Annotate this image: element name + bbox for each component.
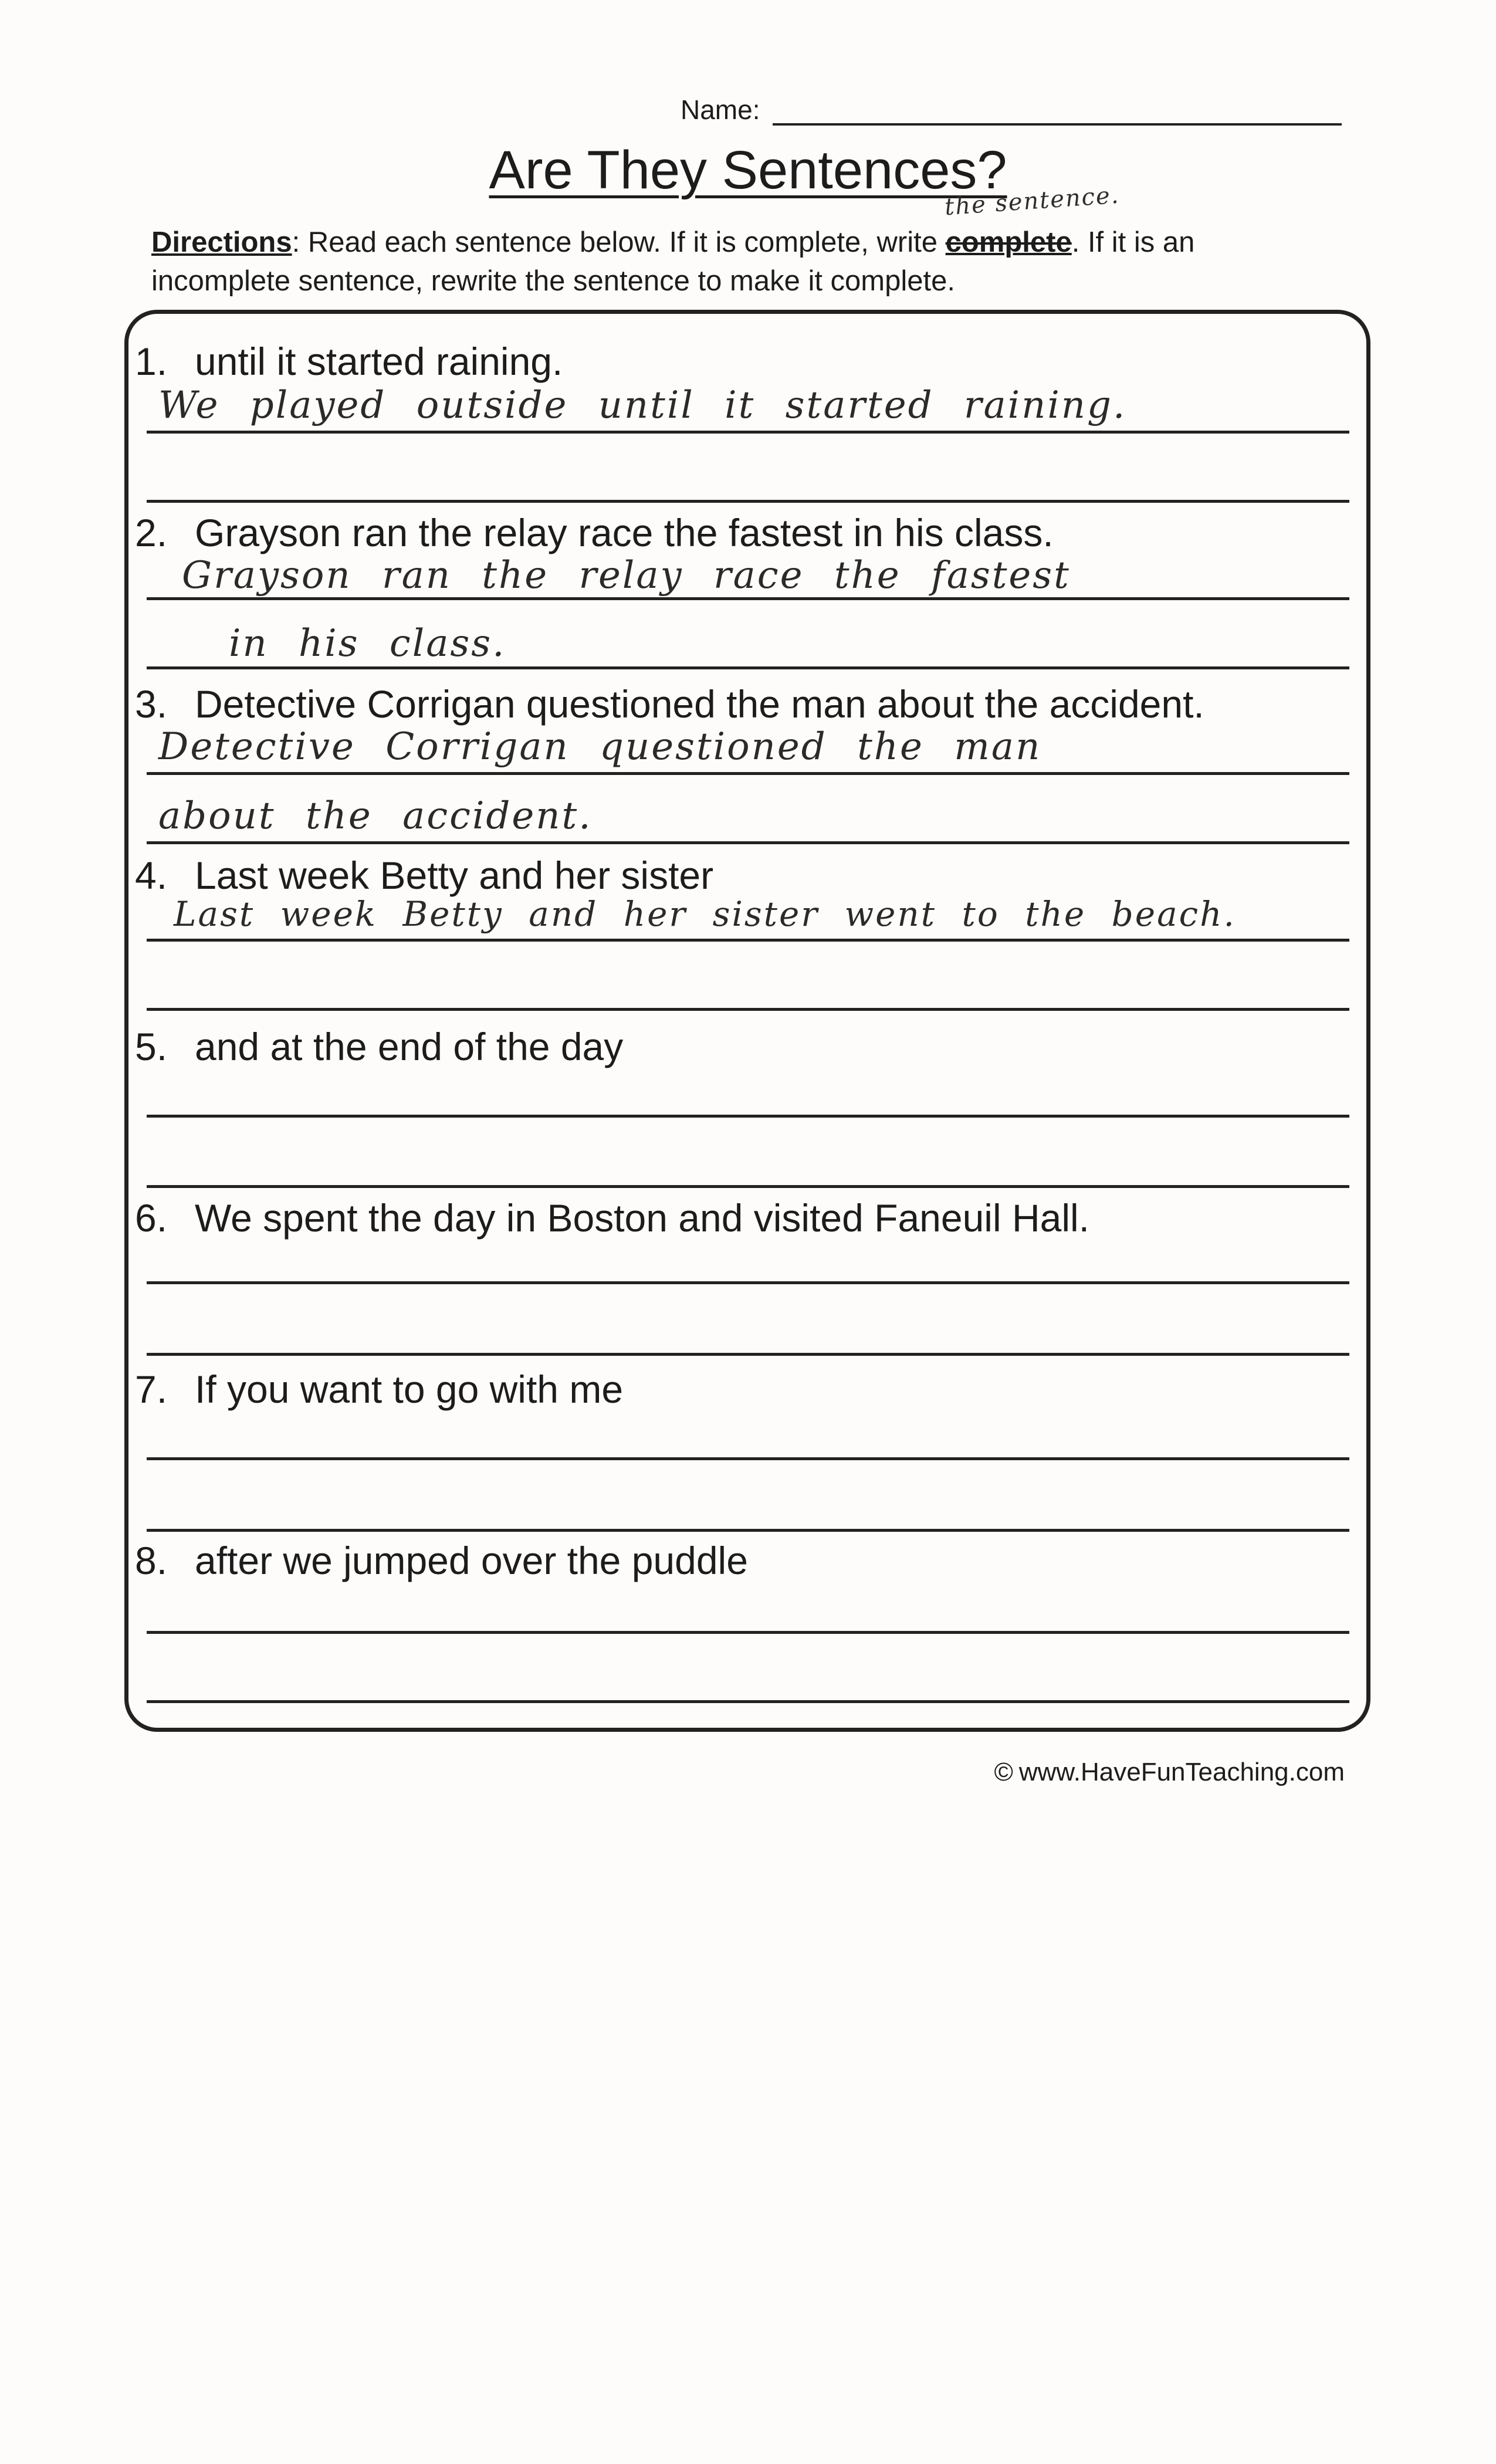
question-number: 4. [135,854,168,897]
question-text: and at the end of the day [195,1025,624,1068]
handwritten-answer: Last week Betty and her sister went to the beach. [174,894,1236,934]
question-5 [135,1024,623,1069]
question-1 [135,339,563,384]
handwritten-answer: in his class. [229,622,506,665]
question-number: 7. [135,1368,168,1411]
answer-line[interactable] [147,1631,1349,1634]
answer-line[interactable] [147,597,1349,600]
handwritten-insert: the sentence. [943,181,1121,221]
question-text: Grayson ran the relay race the fastest in his class. [195,511,1054,554]
answer-line[interactable] [147,841,1349,844]
question-number: 6. [135,1196,168,1240]
question-3 [135,682,1204,726]
question-text: Last week Betty and her sister [195,854,714,897]
name-blank-line [773,96,1342,126]
question-text: We spent the day in Boston and visited Faneuil Hall. [195,1196,1089,1240]
question-2 [135,510,1054,555]
answer-line[interactable] [147,1115,1349,1118]
question-text: until it started raining. [195,340,563,383]
answer-line[interactable] [147,1529,1349,1532]
question-text: after we jumped over the puddle [195,1539,748,1582]
directions-text-before: : Read each sentence below. If it is complete, write [292,226,946,258]
handwritten-answer: about the accident. [158,794,593,838]
question-number: 1. [135,340,168,383]
question-number: 8. [135,1539,168,1582]
answer-line[interactable] [147,666,1349,669]
answer-line[interactable] [147,1700,1349,1703]
handwritten-answer: Grayson ran the relay race the fastest [182,554,1071,597]
question-4 [135,853,713,898]
struck-word-wrapper [943,181,1121,258]
answer-line[interactable] [147,1008,1349,1011]
question-number: 2. [135,511,168,554]
directions-text-after: . If it is an incomplete sentence, rewrite the sentence to make it complete. [151,226,1195,297]
answer-line[interactable] [147,431,1349,434]
directions-label: Directions [151,226,292,258]
worksheet-title: Are They Sentences? [489,140,1007,200]
answer-line[interactable] [147,500,1349,503]
question-6 [135,1196,1089,1240]
footer-credit [994,1758,1345,1787]
handwritten-answer: Detective Corrigan questioned the man [158,725,1042,769]
directions [151,181,1325,300]
question-number: 3. [135,682,168,726]
question-text: If you want to go with me [195,1368,624,1411]
answer-line[interactable] [147,1281,1349,1284]
handwritten-answer: We played outside until it started raining. [158,384,1127,427]
answer-line[interactable] [147,772,1349,775]
answer-line[interactable] [147,1185,1349,1188]
name-field [681,94,1342,126]
answer-line[interactable] [147,1457,1349,1460]
struck-word: complete [945,226,1072,258]
question-text: Detective Corrigan questioned the man about the accident. [195,682,1204,726]
question-8 [135,1538,748,1583]
question-7 [135,1367,623,1412]
question-number: 5. [135,1025,168,1068]
name-label: Name: [681,94,760,125]
website-link[interactable]: www.HaveFunTeaching.com [1018,1758,1345,1786]
answer-line[interactable] [147,939,1349,942]
copyright-symbol: © [994,1758,1013,1786]
answer-line[interactable] [147,1353,1349,1356]
